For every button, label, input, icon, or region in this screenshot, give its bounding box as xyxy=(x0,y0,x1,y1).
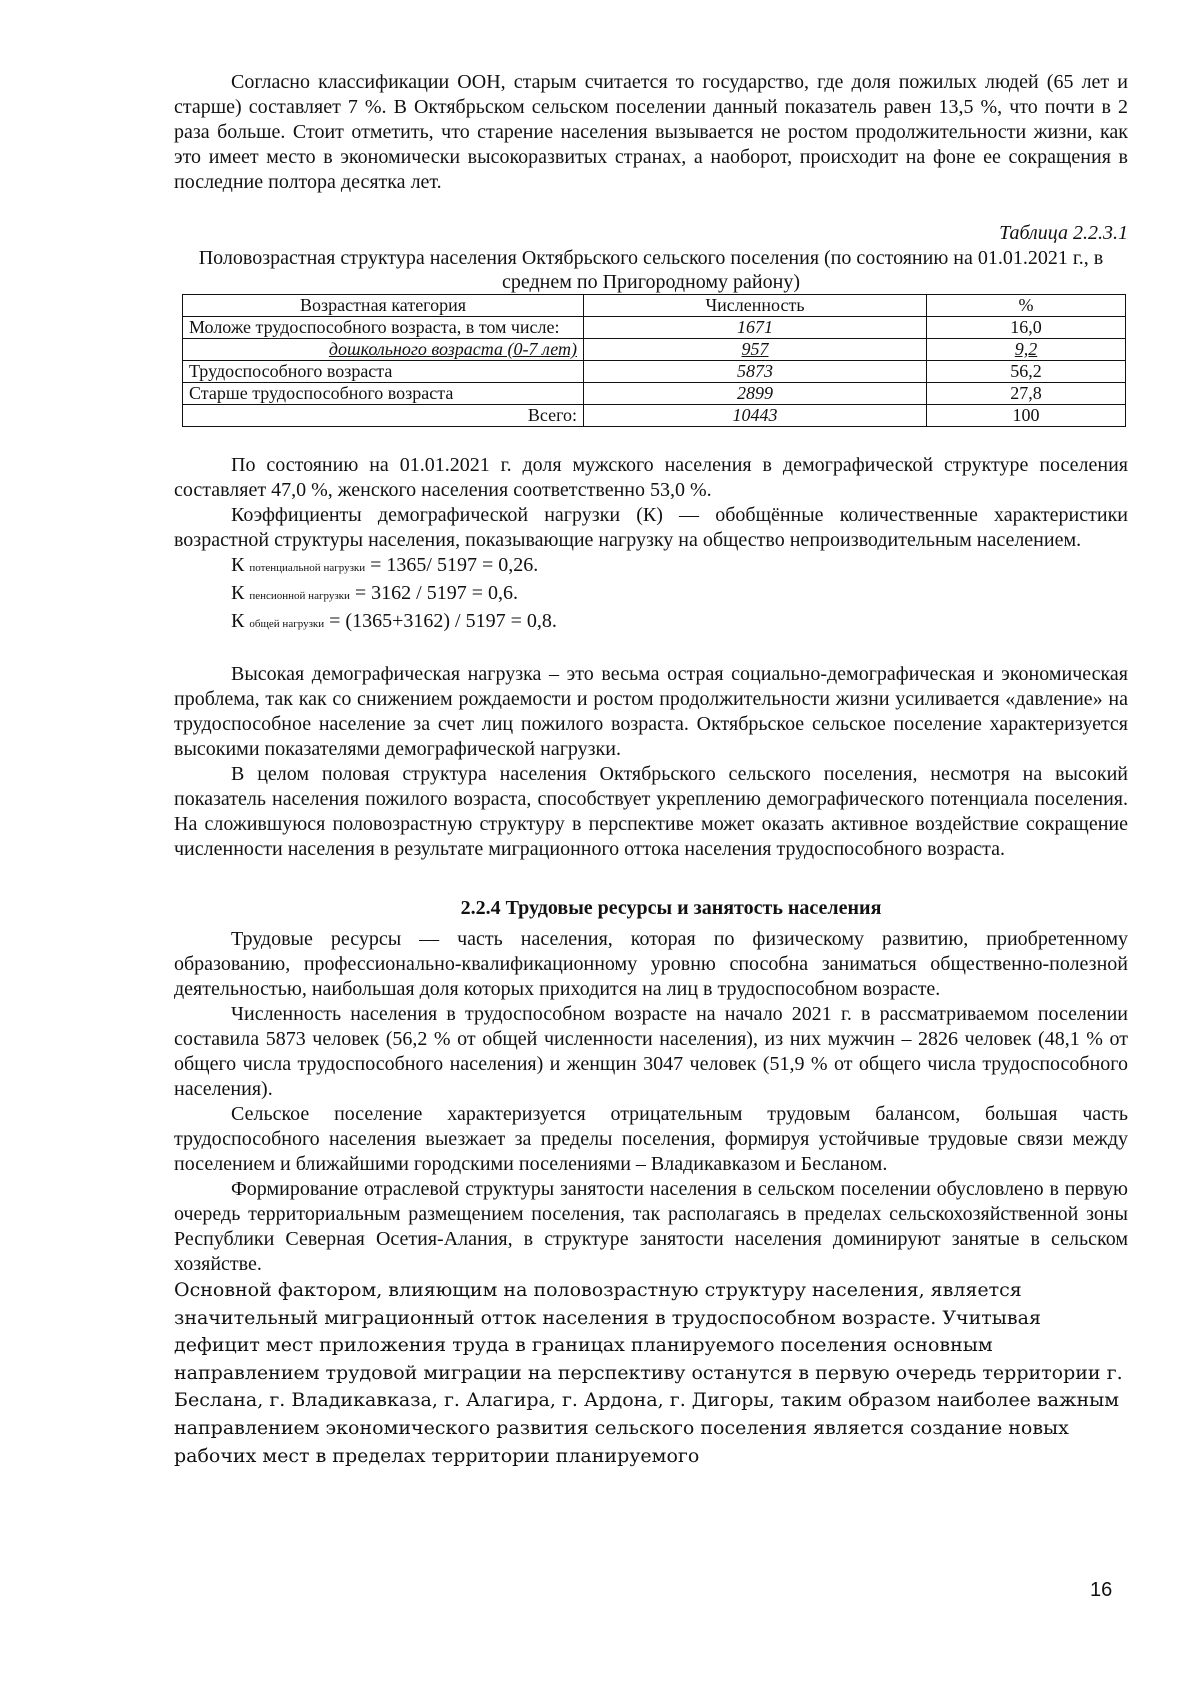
paragraph-load: Высокая демографическая нагрузка – это весьма острая социально-демографическая и экономическая проблема, так как со снижением рождаемости и ростом продолжительности жизни усиливается «давление» на трудоспособное население за счет лиц пожилого возраста. Октябрьское сельское поселение характеризуется высокими показателями демографической нагрузки. xyxy=(174,663,1128,760)
row-percent: 9,2 xyxy=(927,339,1126,361)
header-category: Возрастная категория xyxy=(183,295,584,317)
header-count: Численность xyxy=(584,295,927,317)
row-count: 5873 xyxy=(584,361,927,383)
paragraph-labor-count: Численность населения в трудоспособном возрасте на начало 2021 г. в рассматриваемом поселении составила 5873 человек (56,2 % от общей численности населения), из них мужчин – 2826 человек (48,1 % от общего числа трудоспособного населения) и женщин 3047 человек (51,9 % от общего числа трудоспособного населения). xyxy=(174,1003,1128,1100)
row-count: 1671 xyxy=(584,317,927,339)
formula-pension: К пенсионной нагрузки = 3162 / 5197 = 0,6. xyxy=(231,582,519,604)
paragraph-migration: Основной фактором, влияющим на половозрастную структуру населения, является значительный миграционный отток населения в трудоспособном возрасте. Учитывая дефицит мест приложения труда в границах планируемого поселения основным направлением трудовой миграции на перспективу останутся в первую очередь территории г. Беслана, г. Владикавказа, г. Алагира, г. Ардона, г. Дигоры, таким образом наиболее важным направлением экономического развития сельского поселения является создание новых рабочих мест в пределах территории планируемого xyxy=(174,1279,1123,1467)
table-row xyxy=(183,361,1126,383)
table-row xyxy=(183,339,1126,361)
row-percent: 100 xyxy=(927,405,1126,427)
paragraph-aging: Согласно классификации ООН, старым считается то государство, где доля пожилых людей (65 лет и старше) составляет 7 %. В Октябрьском сельском поселении данный показатель равен 13,5 %, что почти в 2 раза больше. Стоит отметить, что старение населения вызывается не ростом продолжительности жизни, как это имеет место в экономически высокоразвитых странах, а наоборот, происходит на фоне ее сокращения в последние полтора десятка лет. xyxy=(174,71,1128,193)
table-header-row xyxy=(183,295,1126,317)
row-category: Старше трудоспособного возраста xyxy=(183,383,584,405)
row-count: 2899 xyxy=(584,383,927,405)
formula-potential: К потенциальной нагрузки = 1365/ 5197 = 0,26. xyxy=(231,554,539,576)
page-number: 16 xyxy=(1090,1579,1113,1601)
row-count: 957 xyxy=(584,339,927,361)
paragraph-gender-structure: В целом половая структура населения Октябрьского сельского поселения, несмотря на высокий показатель населения пожилого возраста, способствует укреплению демографического потенциала поселения. На сложившуюся половозрастную структуру в перспективе может оказать активное воздействие сокращение численности населения в результате миграционного оттока населения трудоспособного возраста. xyxy=(174,763,1128,860)
header-percent: % xyxy=(927,295,1126,317)
table-row xyxy=(183,383,1126,405)
paragraph-labor-resources: Трудовые ресурсы — часть населения, которая по физическому развитию, приобретенному образованию, профессионально-квалификационному уровню способна заниматься общественно-полезной деятельностью, наибольшая доля которых приходится на лиц в трудоспособном возрасте. xyxy=(174,928,1128,1000)
section-heading: 2.2.4 Трудовые ресурсы и занятость населения xyxy=(460,897,882,919)
row-category: Моложе трудоспособного возраста, в том числе: xyxy=(183,317,584,339)
table-title: Половозрастная структура населения Октябрьского сельского поселения (по состоянию на 01.01.2021 г., в среднем по Пригородному району) xyxy=(198,247,1104,293)
row-percent: 27,8 xyxy=(927,383,1126,405)
paragraph-labor-balance: Сельское поселение характеризуется отрицательным трудовым балансом, большая часть трудоспособного населения выезжает за пределы поселения, формируя устойчивые трудовые связи между поселением и ближайшими городскими поселениями – Владикавказом и Бесланом. xyxy=(174,1103,1128,1175)
row-count: 10443 xyxy=(584,405,927,427)
row-category: Трудоспособного возраста xyxy=(183,361,584,383)
age-structure-table xyxy=(182,294,1126,427)
paragraph-coefficients: Коэффициенты демографической нагрузки (К) — обобщённые количественные характеристики возрастной структуры населения, показывающие нагрузку на общество непроизводительным населением. xyxy=(174,504,1128,551)
row-percent: 16,0 xyxy=(927,317,1126,339)
document-page xyxy=(174,70,1128,1470)
row-percent: 56,2 xyxy=(927,361,1126,383)
row-category: дошкольного возраста (0-7 лет) xyxy=(183,339,584,361)
table-number: Таблица 2.2.3.1 xyxy=(999,222,1128,244)
row-category: Всего: xyxy=(183,405,584,427)
paragraph-gender: По состоянию на 01.01.2021 г. доля мужского населения в демографической структуре поселения составляет 47,0 %, женского населения соответственно 53,0 %. xyxy=(174,454,1128,501)
table-row xyxy=(183,317,1126,339)
paragraph-employment: Формирование отраслевой структуры занятости населения в сельском поселении обусловлено в первую очередь территориальным размещением поселения, так располагаясь в пределах сельскохозяйственной зоны Республики Северная Осетия-Алания, в структуре занятости населения доминируют занятые в сельском хозяйстве. xyxy=(174,1178,1128,1275)
formula-total: К общей нагрузки = (1365+3162) / 5197 = 0,8. xyxy=(231,610,557,632)
table-row-total xyxy=(183,405,1126,427)
